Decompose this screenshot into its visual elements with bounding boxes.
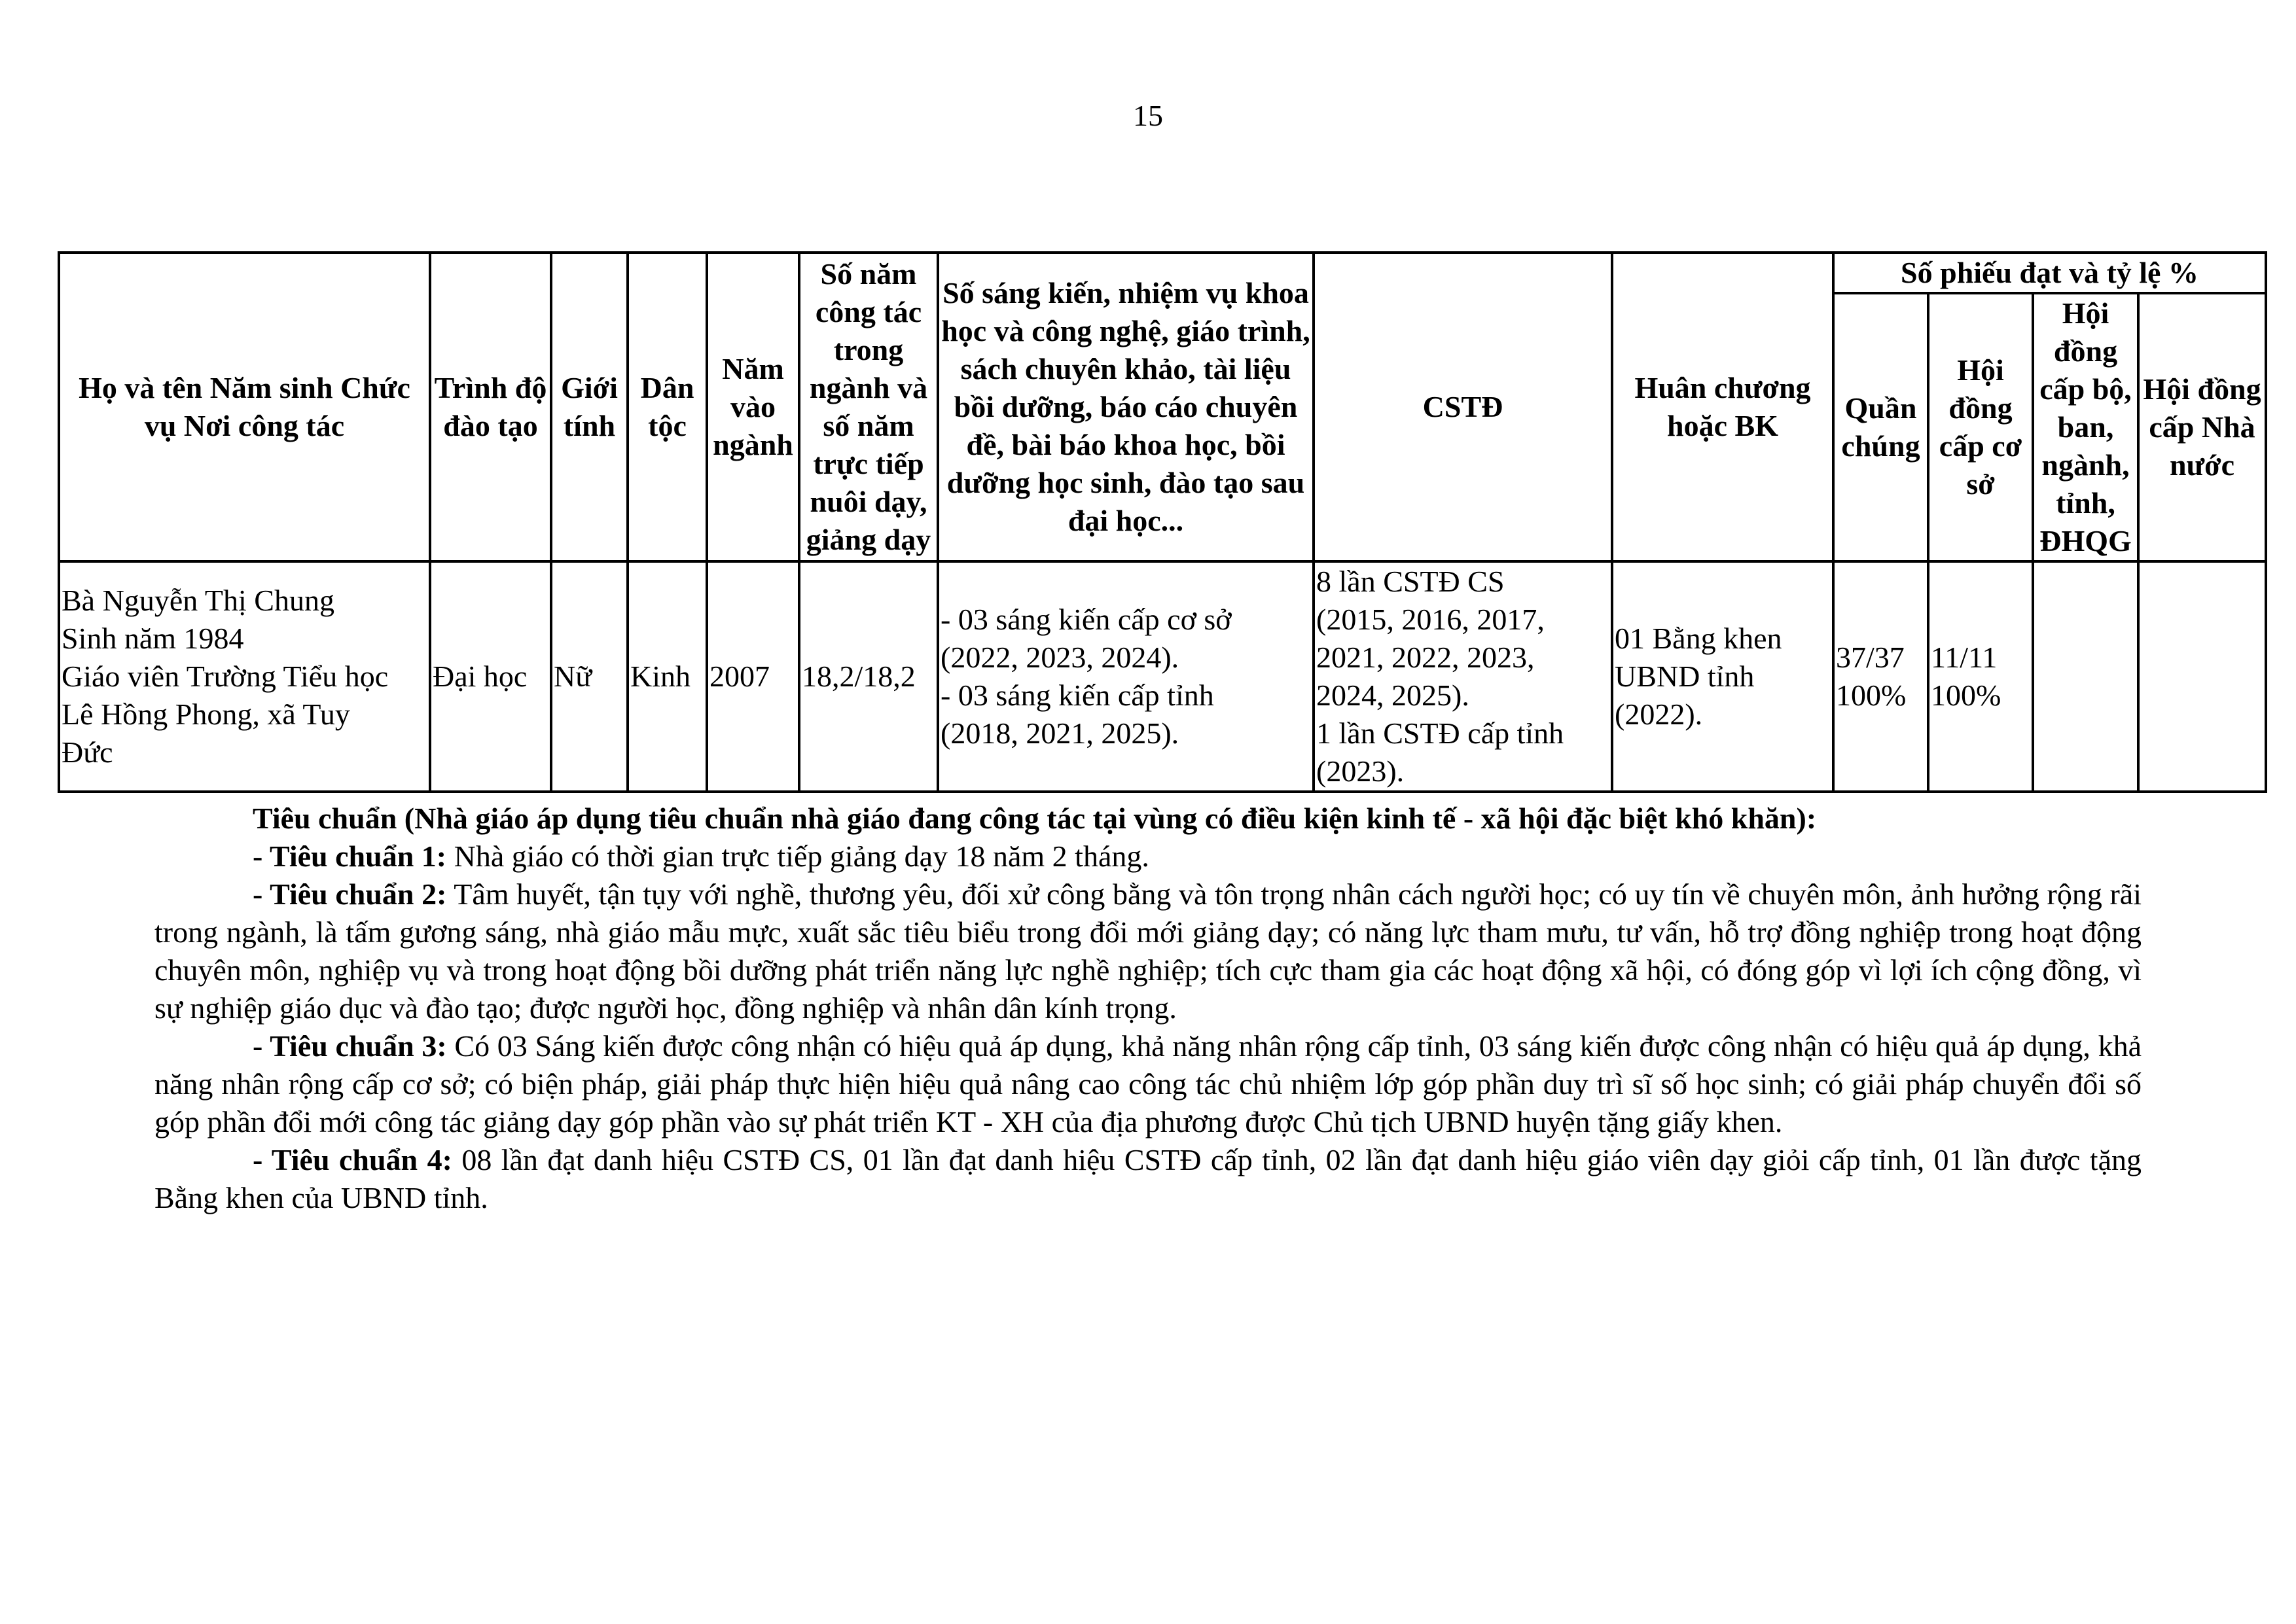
- cell-year-joined: 2007: [707, 561, 799, 792]
- initiative-line: (2018, 2021, 2025).: [941, 716, 1179, 750]
- cstd-line: 2021, 2022, 2023,: [1316, 641, 1535, 674]
- cell-education: Đại học: [430, 561, 551, 792]
- cstd-line: 1 lần CSTĐ cấp tỉnh: [1316, 716, 1564, 750]
- header-votes-state: Hội đồng cấp Nhà nước: [2138, 293, 2266, 561]
- criteria-text: Tâm huyết, tận tụy với nghề, thương yêu, đối xử công bằng và tôn trọng nhân cách người học; có uy tín về chuyên môn, ảnh hưởng rộng rãi trong ngành, là tấm gương sáng, nhà giáo mẫu mực, xuất sắc tiêu biểu trong đổi mới giảng dạy; có năng lực tham mưu, tư vấn, hỗ trợ đồng nghiệp trong hoạt động chuyên môn, nghiệp vụ và trong hoạt động bồi dưỡng phát triển năng lực nghề nghiệp; tích cực tham gia các hoạt động xã hội, có đóng góp vì lợi ích cộng đồng, vì sự nghiệp giáo dục và đào tạo; được người học, đồng nghiệp và nhân dân kính trọng.: [154, 877, 2142, 1025]
- cell-votes-public: [1833, 561, 1928, 792]
- header-name: Họ và tên Năm sinh Chức vụ Nơi công tác: [59, 253, 430, 561]
- cstd-line: 2024, 2025).: [1316, 679, 1469, 712]
- header-votes-base: Hội đồng cấp cơ sở: [1928, 293, 2033, 561]
- nominee-table: [58, 251, 2267, 793]
- cell-votes-state: [2138, 561, 2266, 792]
- votes-percent: 100%: [1836, 679, 1907, 712]
- header-row-1: [59, 253, 2266, 293]
- name-line: Bà Nguyễn Thị Chung: [62, 584, 334, 617]
- header-initiatives: Số sáng kiến, nhiệm vụ khoa học và công nghệ, giáo trình, sách chuyên khảo, tài liệu bồi dưỡng, báo cáo chuyên đề, bài báo khoa học, bồi dưỡng học sinh, đào tạo sau đại học...: [938, 253, 1314, 561]
- header-votes-ministry: Hội đồng cấp bộ, ban, ngành, tỉnh, ĐHQG: [2033, 293, 2138, 561]
- header-gender: Giới tính: [551, 253, 628, 561]
- initiative-line: - 03 sáng kiến cấp tỉnh: [941, 679, 1214, 712]
- medal-line: UBND tỉnh: [1615, 660, 1755, 693]
- header-ethnicity: Dân tộc: [628, 253, 707, 561]
- criteria-text: 08 lần đạt danh hiệu CSTĐ CS, 01 lần đạt danh hiệu CSTĐ cấp tỉnh, 02 lần đạt danh hiệu giáo viên dạy giỏi cấp tỉnh, 01 lần được tặng Bằng khen của UBND tỉnh.: [154, 1143, 2142, 1214]
- criteria-label: - Tiêu chuẩn 4:: [253, 1143, 452, 1176]
- header-votes-public: Quần chúng: [1833, 293, 1928, 561]
- criteria-item-1: [154, 838, 2142, 875]
- criteria-item-4: [154, 1141, 2142, 1217]
- votes-percent: 100%: [1931, 679, 2001, 712]
- cell-votes-base: [1928, 561, 2033, 792]
- cell-medal: [1612, 561, 1833, 792]
- cell-gender: Nữ: [551, 561, 628, 792]
- criteria-label: - Tiêu chuẩn 3:: [253, 1029, 447, 1063]
- cell-votes-ministry: [2033, 561, 2138, 792]
- workplace-line: Lê Hồng Phong, xã Tuy: [62, 697, 350, 731]
- birth-line: Sinh năm 1984: [62, 622, 244, 655]
- header-years-service: Số năm công tác trong ngành và số năm trực tiếp nuôi dạy, giảng dạy: [799, 253, 938, 561]
- cell-name: [59, 561, 430, 792]
- initiative-line: - 03 sáng kiến cấp cơ sở: [941, 603, 1232, 636]
- criteria-label: - Tiêu chuẩn 1:: [253, 839, 447, 873]
- criteria-text: Nhà giáo có thời gian trực tiếp giảng dạy 18 năm 2 tháng.: [446, 839, 1149, 873]
- cell-initiatives: [938, 561, 1314, 792]
- criteria-item-3: [154, 1027, 2142, 1141]
- cell-ethnicity: Kinh: [628, 561, 707, 792]
- cstd-line: (2015, 2016, 2017,: [1316, 603, 1545, 636]
- medal-line: 01 Bằng khen: [1615, 622, 1782, 655]
- cstd-line: 8 lần CSTĐ CS: [1316, 565, 1505, 598]
- votes-count: 37/37: [1836, 641, 1905, 674]
- header-year-joined: Năm vào ngành: [707, 253, 799, 561]
- medal-line: (2022).: [1615, 697, 1703, 731]
- table-row: [59, 561, 2266, 792]
- header-medal: Huân chương hoặc BK: [1612, 253, 1833, 561]
- criteria-text: Có 03 Sáng kiến được công nhận có hiệu quả áp dụng, khả năng nhân rộng cấp tỉnh, 03 sáng kiến được công nhận có hiệu quả áp dụng, khả năng nhân rộng cấp cơ sở; có biện pháp, giải pháp thực hiện hiệu quả nâng cao công tác chủ nhiệm lớp góp phần duy trì sĩ số học sinh; có giải pháp chuyển đổi số góp phần đổi mới công tác giảng dạy góp phần vào sự phát triển KT - XH của địa phương được Chủ tịch UBND huyện tặng giấy khen.: [154, 1029, 2142, 1139]
- criteria-heading: Tiêu chuẩn (Nhà giáo áp dụng tiêu chuẩn nhà giáo đang công tác tại vùng có điều kiện kinh tế - xã hội đặc biệt khó khăn):: [253, 802, 1817, 835]
- position-line: Giáo viên Trường Tiểu học: [62, 660, 389, 693]
- cstd-line: (2023).: [1316, 754, 1405, 788]
- workplace-line: Đức: [62, 735, 113, 769]
- criteria-item-2: [154, 875, 2142, 1027]
- criteria-section: [154, 800, 2142, 1217]
- criteria-label: - Tiêu chuẩn 2:: [253, 877, 447, 911]
- cell-cstd: [1314, 561, 1612, 792]
- header-votes-group: Số phiếu đạt và tỷ lệ %: [1833, 253, 2266, 293]
- cell-years-service: 18,2/18,2: [799, 561, 938, 792]
- header-cstd: CSTĐ: [1314, 253, 1612, 561]
- header-education: Trình độ đào tạo: [430, 253, 551, 561]
- votes-count: 11/11: [1931, 641, 1998, 674]
- page-number: 15: [1133, 99, 1163, 132]
- initiative-line: (2022, 2023, 2024).: [941, 641, 1179, 674]
